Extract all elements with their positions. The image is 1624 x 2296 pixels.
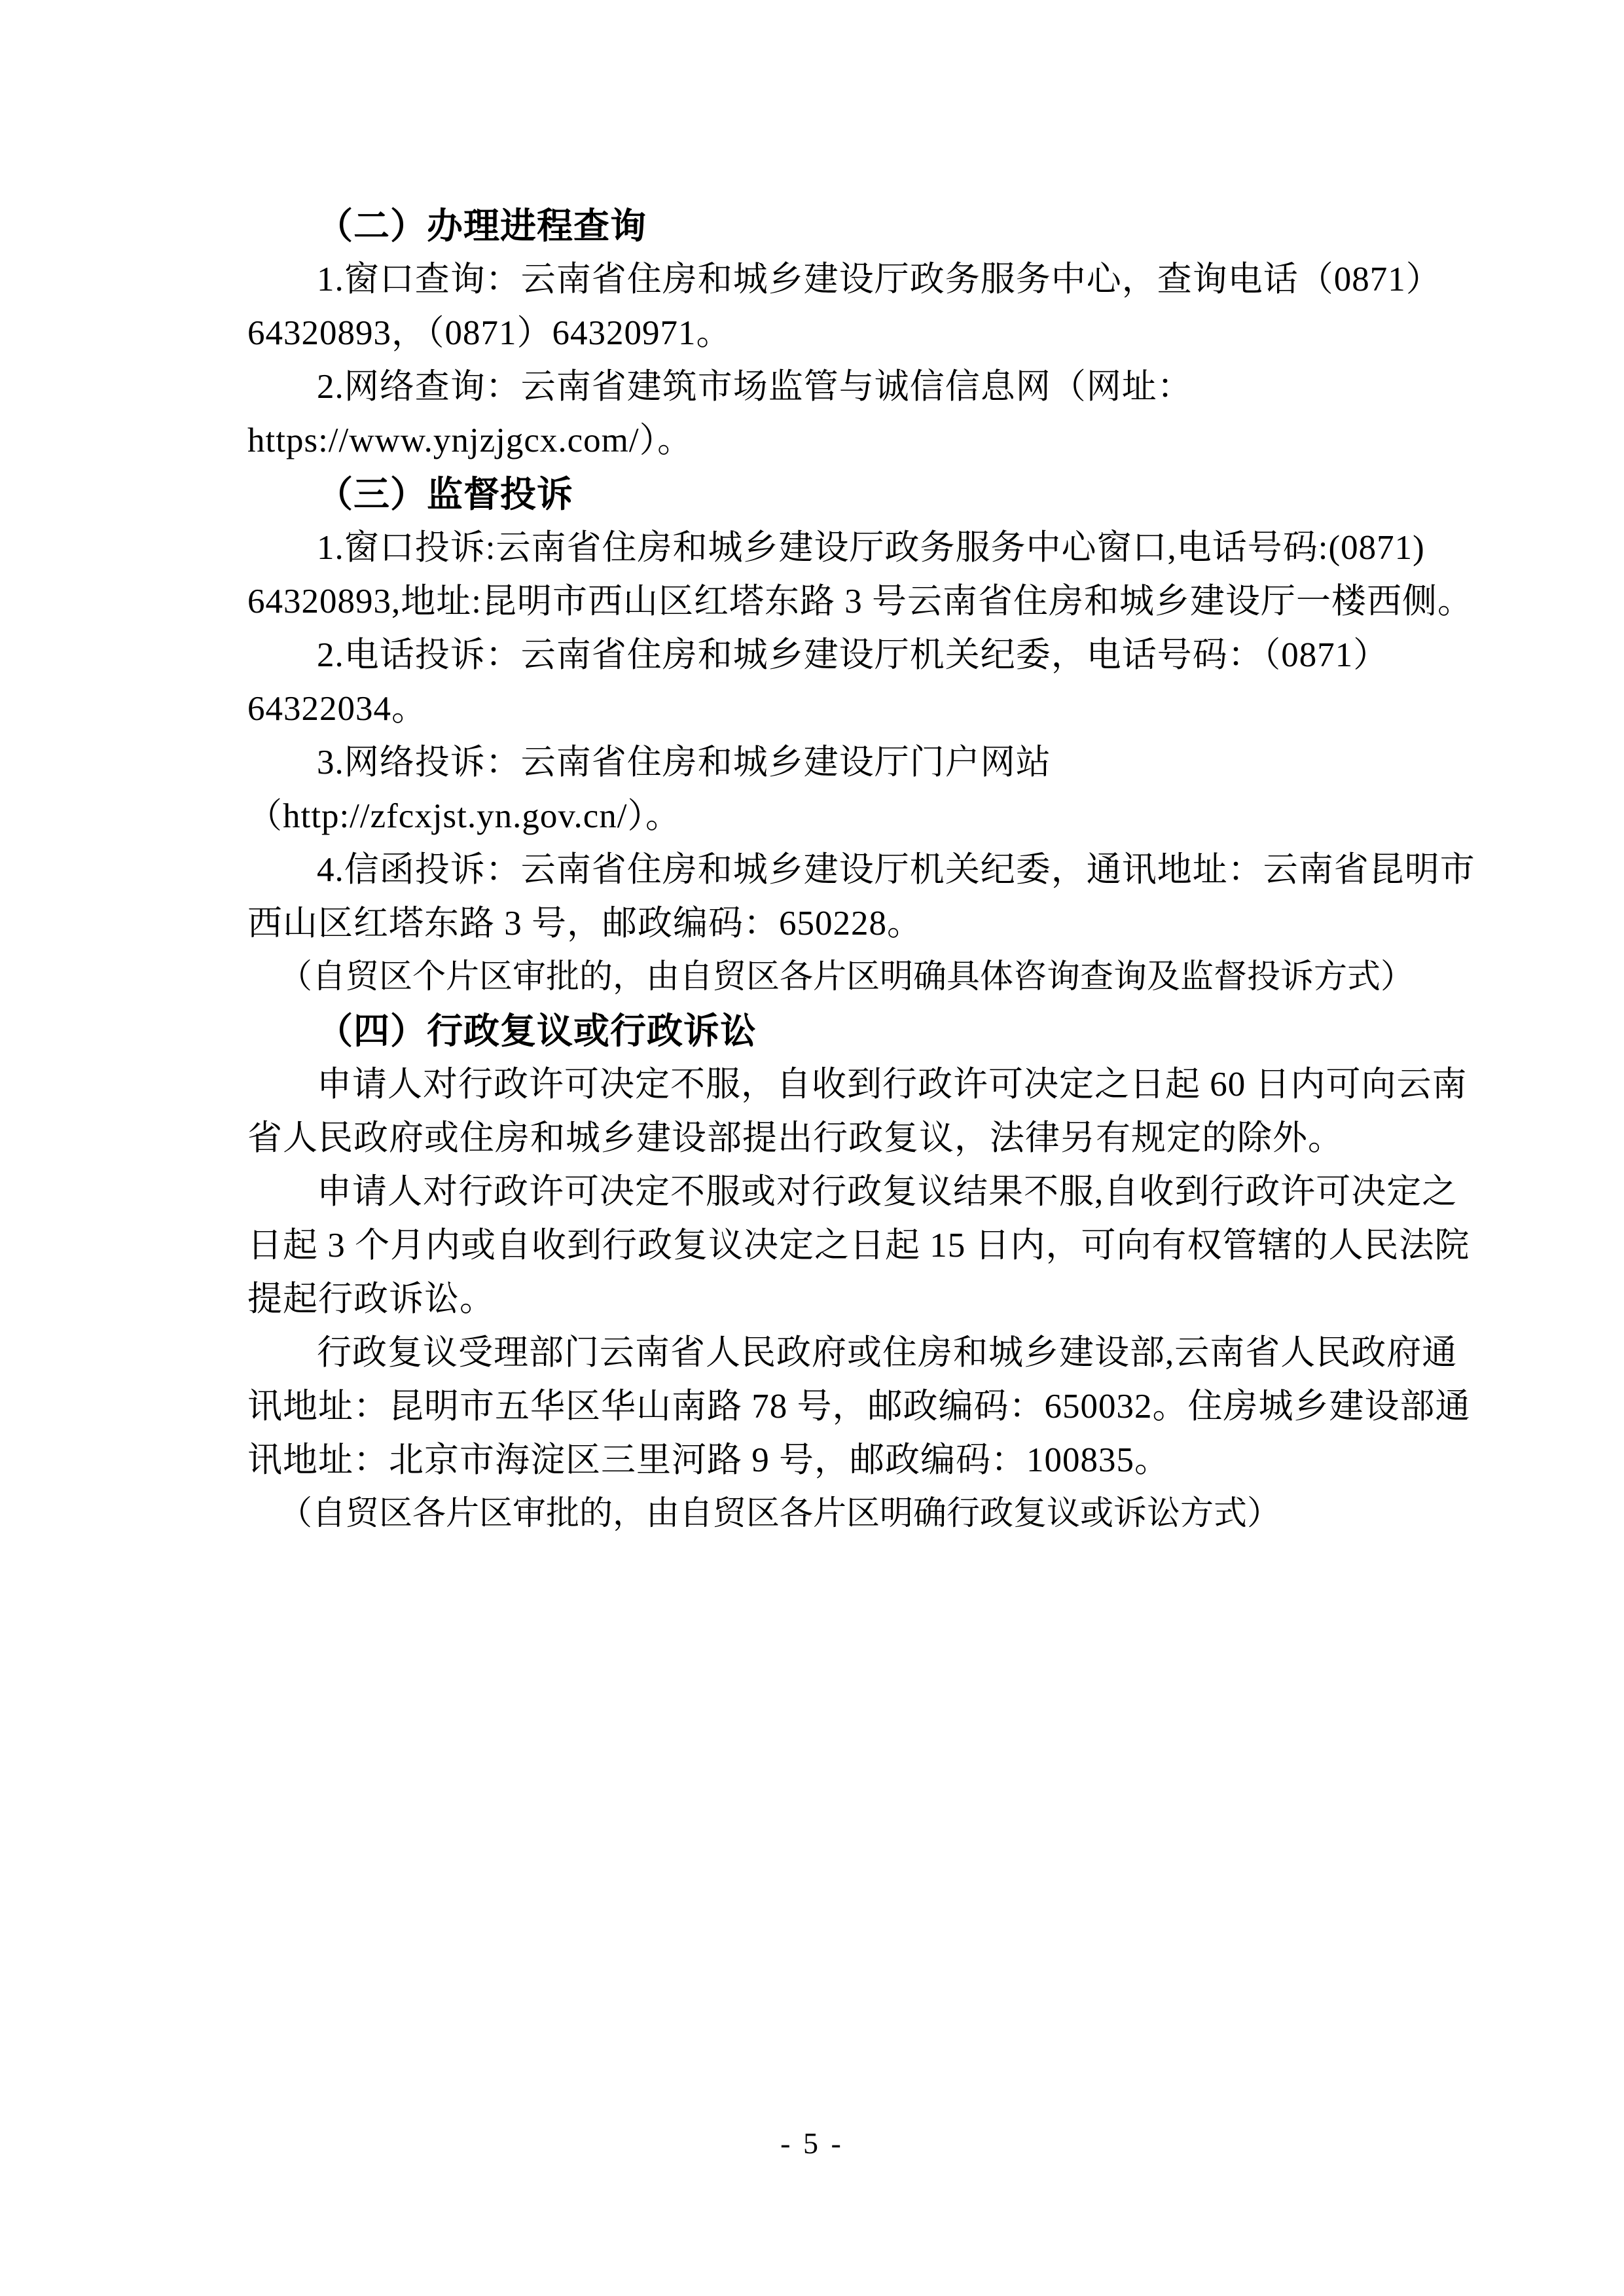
section-heading: （四）行政复议或行政诉讼 <box>317 1011 757 1051</box>
paragraph-line: 日起 3 个月内或自收到行政复议决定之日起 15 日内，可向有权管辖的人民法院 <box>247 1227 1470 1265</box>
paragraph-line: https://www.ynjzjgcx.com/）。 <box>247 422 693 459</box>
document-body <box>247 199 1475 1541</box>
paragraph-line: 省人民政府或住房和城乡建设部提出行政复议，法律另有规定的除外。 <box>247 1119 1343 1157</box>
paragraph-line: 行政复议受理部门云南省人民政府或住房和城乡建设部,云南省人民政府通 <box>317 1334 1458 1372</box>
page-number: - 5 - <box>780 2126 844 2160</box>
paragraph-line: 2.网络查询：云南省建筑市场监管与诚信信息网（网址： <box>317 368 1193 406</box>
section-heading: （三）监督投诉 <box>317 474 574 514</box>
note-line: （自贸区各片区审批的，由自贸区各片区明确行政复议或诉讼方式） <box>279 1496 1281 1532</box>
section-heading: （二）办理进程查询 <box>317 206 647 246</box>
paragraph-line: 西山区红塔东路 3 号，邮政编码：650228。 <box>247 905 922 942</box>
note-line: （自贸区个片区审批的，由自贸区各片区明确具体咨询查询及监督投诉方式） <box>279 959 1415 996</box>
paragraph-line: 2.电话投诉：云南省住房和城乡建设厅机关纪委，电话号码：（0871） <box>317 636 1389 674</box>
paragraph-line: 1.窗口投诉:云南省住房和城乡建设厅政务服务中心窗口,电话号码:(0871) <box>317 529 1425 567</box>
paragraph-line: 申请人对行政许可决定不服或对行政复议结果不服,自收到行政许可决定之 <box>317 1173 1458 1211</box>
paragraph-line: 3.网络投诉：云南省住房和城乡建设厅门户网站 <box>317 744 1051 781</box>
paragraph-line: 提起行政诉讼。 <box>247 1280 495 1318</box>
paragraph-line: 1.窗口查询：云南省住房和城乡建设厅政务服务中心，查询电话（0871） <box>317 260 1441 298</box>
paragraph-line: 64322034。 <box>247 690 427 728</box>
paragraph-line: 讯地址：昆明市五华区华山南路 78 号，邮政编码：650032。住房城乡建设部通 <box>247 1388 1471 1426</box>
paragraph-line: 64320893，（0871）64320971。 <box>247 314 732 352</box>
paragraph-line: 申请人对行政许可决定不服，自收到行政许可决定之日起 60 日内可向云南 <box>317 1066 1468 1103</box>
paragraph-line: 讯地址：北京市海淀区三里河路 9 号，邮政编码：100835。 <box>247 1441 1170 1479</box>
paragraph-line: 64320893,地址:昆明市西山区红塔东路 3 号云南省住房和城乡建设厅一楼西侧。 <box>247 583 1473 620</box>
paragraph-line: （http://zfcxjst.yn.gov.cn/）。 <box>247 797 681 835</box>
paragraph-line: 4.信函投诉：云南省住房和城乡建设厅机关纪委，通讯地址：云南省昆明市 <box>317 851 1475 889</box>
